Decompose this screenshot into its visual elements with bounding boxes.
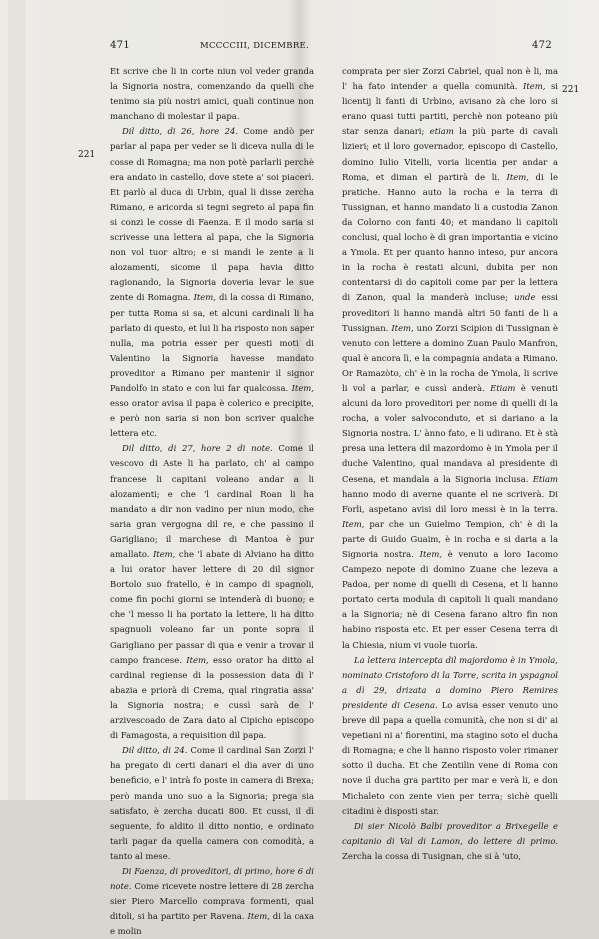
letter-heading: Di Faenza, di proveditori, di primo, hore 6 di note. [110, 865, 314, 892]
paragraph: Dil ditto, di 24. Come il cardinal San Zorzi l' ha pregato di certi danari el dia aver di uno beneficio, e l' intrà fo poste in camera di Brexa; però manda uno suo a la Signoria; prega sia satisfato, è zercha ducati 800. Et cussi, il dì seguente, fo aldito il ditto nontio, e ordinato tarli pagar da quella camera con comodità, a tanto al mese. [110, 745, 315, 861]
letter-heading: Dil ditto, di 26, hore 24. [122, 126, 239, 137]
paragraph: Di sier Nicolò Balbi proveditor a Brixegelle e capitanio di Val di Lamon, do lettere di primo. Zercha la cossa di Tusignan, che si à 'uto, [342, 820, 558, 861]
letter-heading: La lettera intercepta dil majordomo è in Ymola, nominato Cristoforo di la Torre, scrita in yspagnol a dì 29, drizata a domino Piero Remires presidente di Cesena. [342, 654, 558, 710]
letter-heading: Dil ditto, di 24. [122, 745, 188, 756]
page-number-left: 471 [110, 40, 130, 51]
running-head: MCCCCIII, DICEMBRE. [200, 41, 310, 51]
right-column [342, 64, 558, 864]
paragraph: comprata per sier Zorzi Cabriel, qual non è li, ma l' ha fato intender a quella comunità. Item, si licentij li fanti di Urbino, avisano zà che loro si erano quasi tutti partiti, perchè non poteano più star senza danari; etiam la più parte di cavali lizieri; et il loro governador, episcopo di Castello, domino Iulio Vitelli, voria licentia per andar a Roma, et diman el partirà de li. Item, di le pratiche. Hanno auto la rocha e la terra di Tussignan, et hanno mandato li a custodia Zanon da Colorno con fanti 40; et mandano li capitoli conclusi, qual locho è di gran importantia e vicino a Ymola. Et per quanto hanno inteso, pur ancora in la rocha è restati alcuni, dubita per non contentarsi di do capitoli come par per la lettera di Zanon, qual la manderà incluse; unde essi proveditori li hanno mandà altri 50 fanti de li a Tussignan. Item, uno Zorzi Scipion di Tussignan è venuto con lettere a domino Zuan Paulo Manfron, qual è ancora lì, e la compagnia andata a Rimano. Or Ramazòto, ch' è in la rocha de Ymola, li scrive li vol a parlar, e cussì anderà. Etiam è venuti alcuni da loro proveditori per nome di quelli di la rocha, a voler salvoconduto, et si dariano a la Signoria nostra. L' ànno fato, e li udirano. Et è stà presa una lettera dil mazordomo è in Ymola per il duche Valentino, qual mandava al presidente di Cesena, et mandala a la Signoria inclusa. Etiam hanno modo di averne quante el ne scriverà. Di Forli, aspetano avisi dil loro messi è in la terra. Item, par che un Guielmo Tempion, ch' è di la parte di Guido Guaim, è in rocha e si daria a la Signoria nostra. Item, è venuto a loro Iacomo Campezo nepote di domino Zuane che lezeva a Padoa, per nome di quelli di Cesena, et li hanno portato certa modula di capitoli li quali mandano a la Signoria; nè di Cesena farano altro fin non habino risposta etc. Et per esser Cesena terra di la Chiesia, nium vi vuole tuorla. [342, 66, 559, 650]
margin-number-left: 221 [78, 150, 96, 160]
paragraph: Di Faenza, di proveditori, di primo, hore 6 di note. Come ricevete nostre lettere di 28 zercha sier Piero Marcello comprava formenti, qual ditoli, si ha partito per Ravena. Item, di la caxa e molin [110, 865, 314, 937]
page-header [0, 40, 599, 54]
paragraph: Et scrive che li in corte niun vol veder granda la Signoria nostra, comenzando da quelli che tenimo sia più nostri amici, quali continue non manchano di molestar il papa. [110, 66, 314, 122]
paragraph: Dil ditto, di 27, hore 2 di note. Come il vescovo di Aste li ha parlato, ch' al campo francese li capitani voleano andar a li alozamenti; e che 'l cardinal Roan li ha mandato a dir non vadino per niun modo, che saria gran vergogna dil re, e che passino il Garigliano; il marchese di Mantoa è pur amallato. Item, che 'l abate di Alviano ha ditto a lui orator haver lettere di 20 dil signor Bortolo suo fratello, è in campo di spagnoli, come fin pochi giorni se intenderà di buono; e che 'l messo li ha portato la lettere, li ha ditto spagnuoli voleano far un ponte sopra il Garigliano per passar di qua e venir a trovar il campo francese. Item, esso orator ha ditto al cardinal regiense di la possession data di l' abazia e priorà di Crema, qual ringratia assa' la Signoria nostra; e cussì sarà de l' arzivescoado de Zara dato al Cipicho episcopo di Famagosta, a requisition dil papa. [110, 443, 314, 741]
margin-number-right: 221 [562, 85, 580, 95]
page-number-right: 472 [532, 40, 552, 51]
paragraph: La lettera intercepta dil majordomo è in Ymola, nominato Cristoforo di la Torre, scrita in yspagnol a dì 29, drizata a domino Piero Remires presidente di Cesena. Lo avisa esser venuto uno breve dil papa a quella comunità, che non si di' ai vepetiani ni a' fiorentini, ma stagino soto el ducha di Romagna; e che li hanno risposto voler rimaner sotto il ducha. Et che Zentilin vene di Roma con nove il ducha gra partito per mar e verà li, e don Michaleto con zente vien per terra; sichè quelli citadini è disposti star. [342, 654, 558, 816]
paragraph: Dil ditto, di 26, hore 24. Come andò per parlar al papa per veder se li diceva nulla di le cosse di Romagna; ma non potè parlarli perchè era andato in castello, dove stete a' soi piacerì. Et parlò al duca di Urbin, qual li disse zercha Rimano, e aricorda si tegni segreto al papa fin si conzi le cosse di Faenza. E il modo saria si scrivesse una lettera al papa, che la Signoria non vol tuor altro; e si mandi le zente a li alozamenti, sicome il papa havia ditto ragionando, la Signoria doveria levar le sue zente di Romagna. Item, di la cossa di Rimano, per tutta Roma si sa, et alcuni cardinali li ha parlato di questo, et lui li ha risposto non saper nulla, ma potria esser per questi moti di Valentino la Signoria havesse mandato proveditor a Rimano per mantenir il signor Pandolfo in stato e con lui far qualcossa. Item, esso orator avisa il papa è colerico e precipite, e però non saria si non bon scriver qualche lettera etc. [110, 126, 315, 439]
page-edge-shadow [8, 0, 26, 800]
letter-heading: Dil ditto, di 27, hore 2 di note. [122, 443, 273, 454]
left-column [110, 64, 314, 939]
letter-heading: Di sier Nicolò Balbi proveditor a Brixegelle e capitanio di Val di Lamon, do lettere di primo. [342, 820, 558, 846]
